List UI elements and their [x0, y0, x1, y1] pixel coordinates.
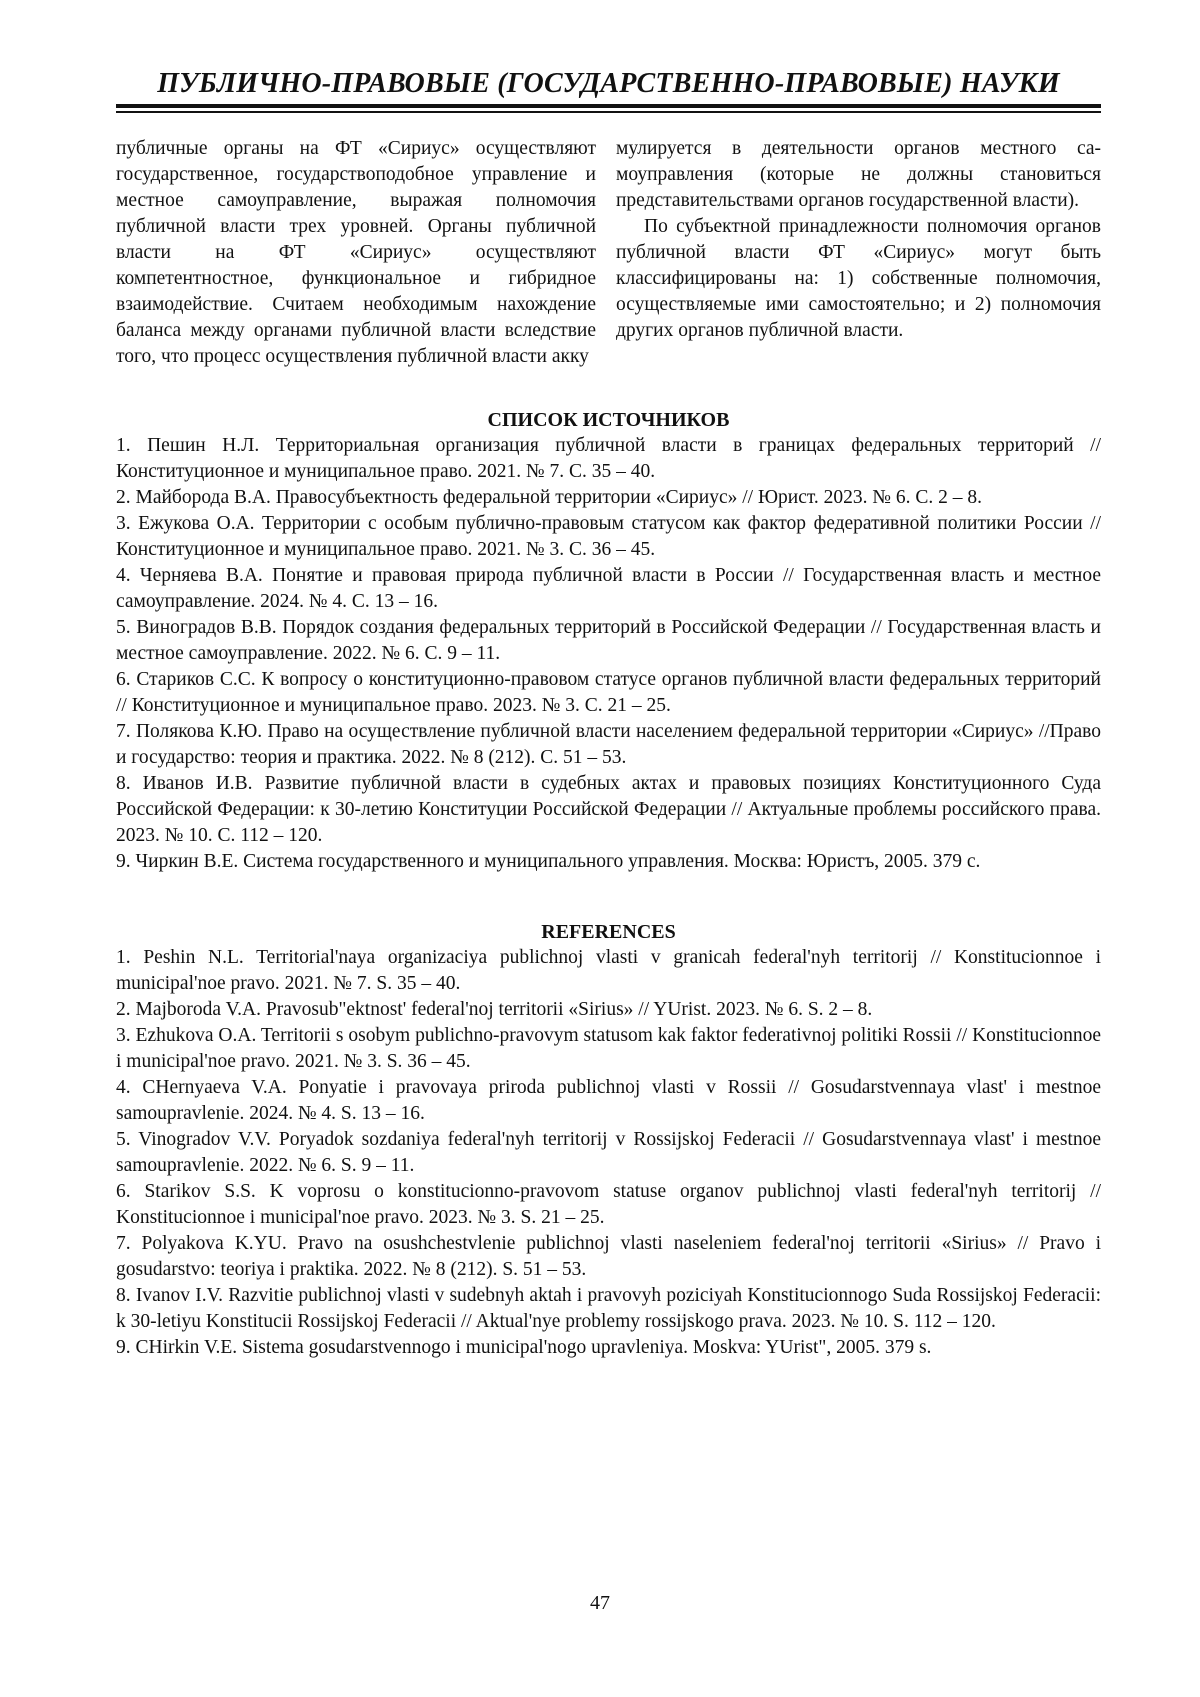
body-paragraph-left: публичные органы на ФТ «Сириус» осуществляют государственное, государствоподобное управление и местное самоуправление, выражая полномочия публичной власти трех уровней. Органы публичной власти на ФТ «Сириус» осуществляют компетентностное, функциональное и гибридное взаимодействие. Считаем необходимым нахождение баланса между органами публичной власти вследствие того, что процесс осуществления публичной власти акку: [116, 138, 596, 367]
source-item: 1. Пешин Н.Л. Территориальная организация публичной власти в границах федеральных территорий // Конституционное и муниципальное право. 2021. № 7. С. 35 – 40.: [116, 435, 1101, 482]
source-item: 4. Черняева В.А. Понятие и правовая природа публичной власти в России // Государственная власть и местное самоуправление. 2024. № 4. С. 13 – 16.: [116, 565, 1101, 612]
running-header: ПУБЛИЧНО-ПРАВОВЫЕ (ГОСУДАРСТВЕННО-ПРАВОВЫЕ) НАУКИ: [157, 68, 1060, 99]
references-section: [116, 919, 1101, 1361]
reference-item: 6. Starikov S.S. K voprosu o konstitucionno-pravovom statuse organov publichnoj vlasti federal'nyh territorij // Konstitucionnoe i municipal'noe pravo. 2023. № 3. S. 21 – 25.: [116, 1181, 1101, 1228]
source-item: 7. Полякова К.Ю. Право на осуществление публичной власти населением федеральной территории «Сириус» //Право и государство: теория и практика. 2022. № 8 (212). С. 51 – 53.: [116, 721, 1101, 768]
reference-item: 3. Ezhukova O.A. Territorii s osobym publichno-pravovym statusom kak faktor federativnoj politiki Rossii // Konstitucionnoe i municipal'noe pravo. 2021. № 3. S. 36 – 45.: [116, 1025, 1101, 1072]
source-item: 3. Ежукова О.А. Территории с особым публично-правовым статусом как фактор федеративной политики России // Конституционное и муниципальное право. 2021. № 3. С. 36 – 45.: [116, 513, 1101, 560]
sources-title: СПИСОК ИСТОЧНИКОВ: [487, 409, 730, 431]
reference-item: 8. Ivanov I.V. Razvitie publichnoj vlasti v sudebnyh aktah i pravovyh poziciyah Konstitucionnogo Suda Rossijskoj Federacii: k 30-letiyu Konstitucii Rossijskoj Federacii // Aktual'nye problemy rossijskogo prava. 2023. № 10. S. 112 – 120.: [116, 1285, 1101, 1332]
source-item: 2. Майборода В.А. Правосубъектность федеральной территории «Сириус» // Юрист. 2023. № 6. С. 2 – 8.: [116, 487, 983, 508]
reference-item: 4. CHernyaeva V.A. Ponyatie i pravovaya priroda publichnoj vlasti v Rossii // Gosudarstvennaya vlast' i mestnoe samoupravlenie. 2024. № 4. S. 13 – 16.: [116, 1077, 1101, 1124]
references-title: REFERENCES: [541, 921, 676, 943]
header-rule-thin: [116, 111, 1101, 113]
source-item: 6. Стариков С.С. К вопросу о конституционно-правовом статусе органов публичной власти федеральных территорий // Конституционное и муниципальное право. 2023. № 3. С. 21 – 25.: [116, 669, 1101, 716]
reference-item: 7. Polyakova K.YU. Pravo na osushchestvlenie publichnoj vlasti naseleniem federal'noj territorii «Sirius» // Pravo i gosudarstvo: teoriya i praktika. 2022. № 8 (212). S. 51 – 53.: [116, 1233, 1101, 1280]
body-left-column: [116, 136, 596, 370]
source-item: 8. Иванов И.В. Развитие публичной власти в судебных актах и правовых позициях Конституционного Суда Российской Федерации: к 30-летию Конституции Российской Федерации // Актуальные проблемы российского права. 2023. № 10. С. 112 – 120.: [116, 773, 1101, 846]
body-paragraph-right-2: По субъектной принадлежности полномочия органов публичной власти ФТ «Сириус» могут быть классифицированы на: 1) собственные полномочия, осуществляемые ими самостоятельно; и 2) полномочия других органов публичной власти.: [616, 216, 1101, 341]
reference-item: 5. Vinogradov V.V. Poryadok sozdaniya federal'nyh territorij v Rossijskoj Federacii // Gosudarstvennaya vlast' i mestnoe samoupravlenie. 2022. № 6. S. 9 – 11.: [116, 1129, 1101, 1176]
sources-section: [116, 407, 1101, 875]
page-number: 47: [590, 1592, 610, 1614]
body-right-column: [616, 136, 1101, 344]
body-paragraph-right-1: мулируется в деятельности органов местного самоуправления (которые не должны становиться представительствами органов государственной власти).: [616, 138, 1101, 211]
header-rule-thick: [116, 104, 1101, 108]
reference-item: 2. Majboroda V.A. Pravosub"ektnost' federal'noj territorii «Sirius» // YUrist. 2023. № 6. S. 2 – 8.: [116, 999, 873, 1020]
reference-item: 9. CHirkin V.E. Sistema gosudarstvennogo i municipal'nogo upravleniya. Moskva: YUrist", 2005. 379 s.: [116, 1337, 932, 1358]
source-item: 9. Чиркин В.Е. Система государственного и муниципального управления. Москва: Юристъ, 2005. 379 с.: [116, 851, 981, 872]
reference-item: 1. Peshin N.L. Territorial'naya organizaciya publichnoj vlasti v granicah federal'nyh territorij // Konstitucionnoe i municipal'noe pravo. 2021. № 7. S. 35 – 40.: [116, 947, 1101, 994]
source-item: 5. Виноградов В.В. Порядок создания федеральных территорий в Российской Федерации // Государственная власть и местное самоуправление. 2022. № 6. С. 9 – 11.: [116, 617, 1101, 664]
